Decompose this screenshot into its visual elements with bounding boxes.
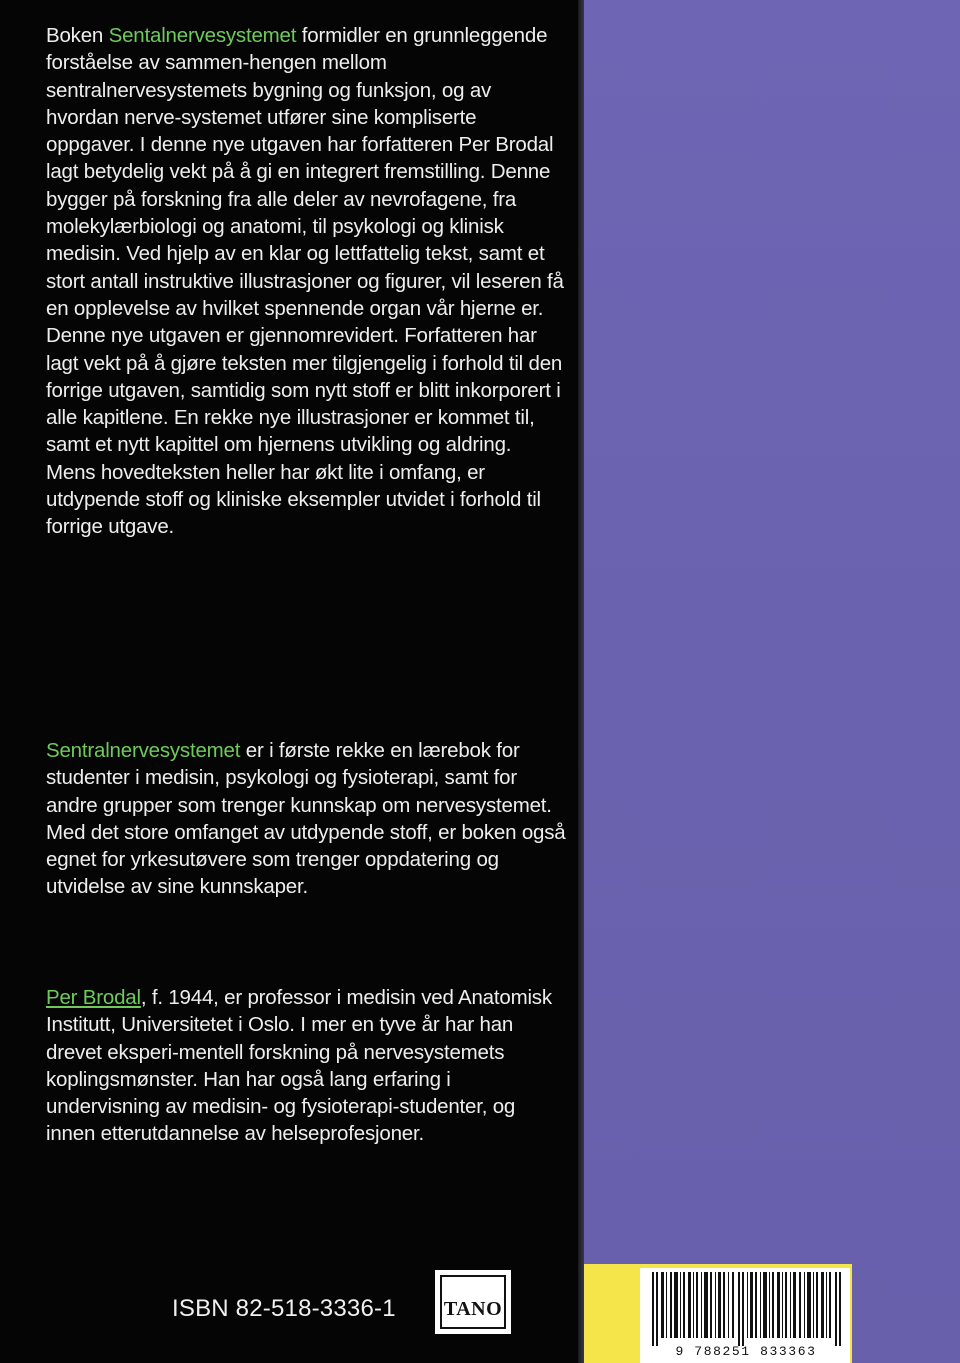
description-text [46, 22, 566, 541]
paragraph-audience [46, 737, 566, 901]
intro-lead: Boken [46, 24, 109, 47]
publisher-logo [435, 1270, 511, 1334]
audience-body: er i første rekke en lærebok for studenter i medisin, psykologi og fysioterapi, samt for andre grupper som trenger kunnskap om nervesystemet. Med det store omfanget av utdypende stoff, er boken også egnet for yrkesutøvere som trenger oppdatering og utvidelse av sine kunnskaper. [46, 739, 566, 899]
paragraph-author [46, 984, 566, 1148]
back-cover-purple-panel [584, 0, 960, 1363]
paragraph-intro [46, 22, 566, 322]
audience-text [46, 737, 566, 901]
book-title-highlight: Sentalnervesystemet [108, 24, 297, 47]
publisher-logo-text: TANO [443, 1298, 503, 1320]
barcode-icon [652, 1272, 842, 1346]
author-bio-text [46, 984, 566, 1148]
publisher-logo-frame [440, 1275, 506, 1329]
author-name: Per Brodal [46, 986, 141, 1009]
paragraph-revision: Denne nye utgaven er gjennomrevidert. Forfatteren har lagt vekt på å gjøre teksten mer tilgjengelig i forhold til den forrige utgaven, samtidig som nytt stoff er blitt inkorporert i alle kapitlene. En rekke nye illustrasjoner er kommet til, samt et nytt kapittel om hjernens utvikling og aldring. Mens hovedteksten heller har økt lite i omfang, er utdypende stoff og kliniske eksempler utvidet i forhold til forrige utgave. [46, 324, 563, 539]
isbn-number: ISBN 82-518-3336-1 [172, 1295, 396, 1322]
author-bio-body: , f. 1944, er professor i medisin ved Anatomisk Institutt, Universitetet i Oslo. I mer en tyve år har han drevet eksperi-mentell forskning på nervesystemets koplingsmønster. Han har også lang erfaring i undervisning av medisin- og fysioterapi-studenter, og innen etterutdannelse av helseprofesjoner. [46, 986, 552, 1146]
barcode-digits: 9 788251 833363 [675, 1344, 817, 1359]
book-title-highlight-2: Sentralnervesystemet [46, 739, 241, 762]
intro-body: formidler en grunnleggende forståelse av sammen-hengen mellom sentralnervesystemets bygning og funksjon, og av hvordan nerve-systemet utfører sine kompliserte oppgaver. I denne nye utgaven har forfatteren Per Brodal lagt betydelig vekt på å gi en integrert fremstilling. Denne bygger på forskning fra alle deler av nevrofagene, fra molekylærbiologi og anatomi, til psykologi og klinisk medisin. Ved hjelp av en klar og lettfattelig tekst, samt et stort antall instruktive illustrasjoner og figurer, vil leseren få en opplevelse av hvilket spennende organ vår hjerne er. [46, 24, 564, 320]
